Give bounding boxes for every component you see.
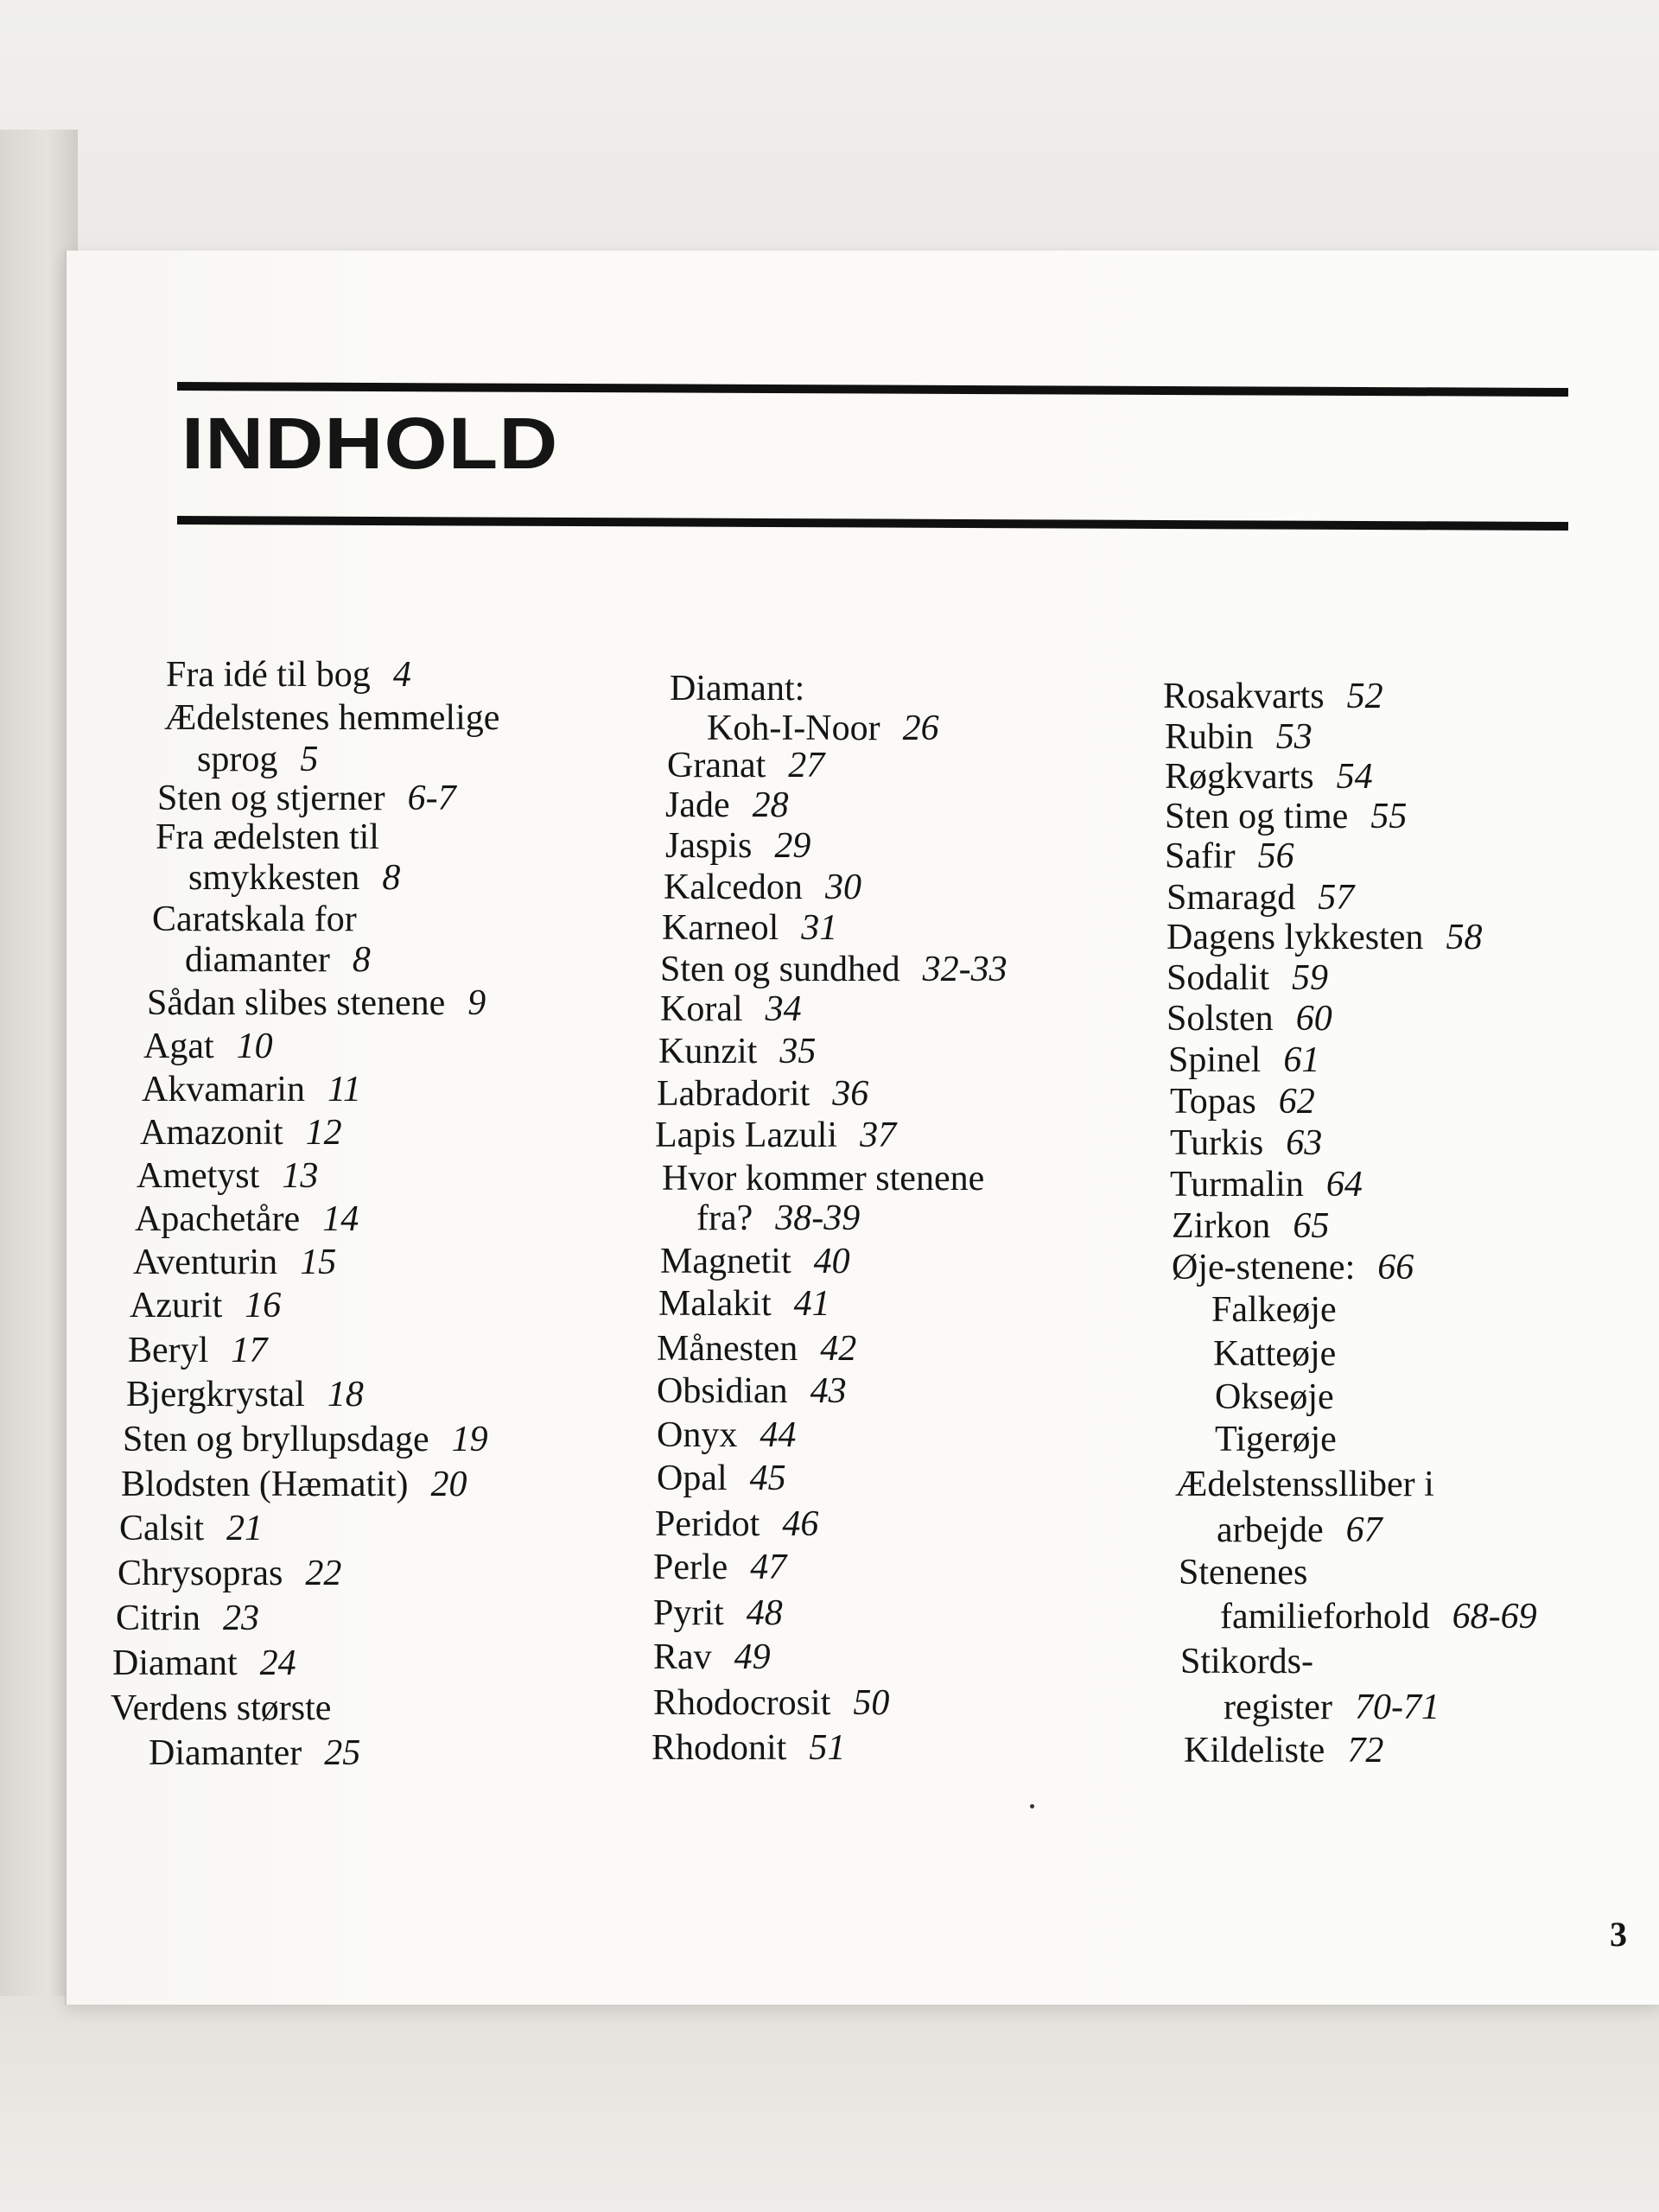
toc-entry-title: Sten og stjerner (157, 779, 385, 818)
toc-entry-title: Stikords- (1180, 1642, 1314, 1681)
toc-entry (658, 1286, 830, 1322)
toc-entry-page: 55 (1370, 797, 1408, 836)
toc-entry-title: Opal (657, 1459, 728, 1498)
toc-entry-page: 68-69 (1452, 1597, 1537, 1637)
toc-entry-page: 35 (779, 1032, 817, 1071)
toc-entry (130, 1287, 281, 1324)
toc-entry (1170, 1084, 1315, 1120)
toc-entry-page: 21 (226, 1509, 264, 1548)
toc-entry (1163, 678, 1383, 715)
toc-entry-title: Jade (665, 785, 730, 825)
toc-entry-title: fra? (696, 1198, 753, 1238)
toc-entry-title: arbejde (1217, 1510, 1324, 1550)
toc-entry (156, 819, 379, 855)
toc-entry-title: Malakit (658, 1284, 772, 1324)
toc-entry (660, 951, 1007, 988)
toc-entry-title: Caratskala for (152, 899, 357, 939)
toc-entry-title: Chrysopras (118, 1554, 283, 1593)
toc-entry-title: Citrin (116, 1599, 201, 1638)
toc-entry (1170, 1125, 1322, 1161)
toc-entry (121, 1466, 467, 1503)
toc-entry-page: 11 (327, 1070, 361, 1109)
toc-entry-title: Topas (1170, 1082, 1256, 1122)
toc-entry (1165, 719, 1313, 755)
toc-entry-title: Apachetåre (135, 1199, 301, 1239)
page-number: 3 (1610, 1915, 1627, 1954)
toc-entry-page: 56 (1257, 836, 1294, 876)
toc-entry-title: Sten og bryllupsdage (123, 1420, 429, 1459)
toc-entry (149, 1735, 360, 1771)
toc-entry (1166, 919, 1482, 956)
toc-entry-title: Safir (1165, 836, 1236, 876)
toc-entry-title: Falkeøje (1211, 1290, 1337, 1330)
toc-entry-title: Ædelstenes hemmelige (164, 698, 500, 738)
toc-entry-title: Agat (143, 1027, 214, 1066)
toc-entry (657, 1417, 796, 1453)
toc-entry-page: 57 (1318, 878, 1355, 918)
toc-entry (662, 1160, 984, 1197)
toc-entry-page: 54 (1336, 757, 1373, 797)
toc-entry (1180, 1643, 1313, 1680)
toc-entry-title: Tigerøje (1215, 1420, 1337, 1459)
toc-entry (653, 1595, 783, 1631)
toc-entry-page: 64 (1325, 1165, 1363, 1205)
toc-entry (1165, 798, 1407, 835)
toc-entry-page: 59 (1292, 958, 1329, 998)
toc-entry (1224, 1689, 1440, 1726)
toc-entry-page: 58 (1446, 918, 1483, 957)
toc-entry-title: Dagens lykkesten (1166, 918, 1424, 957)
toc-entry-title: Solsten (1166, 999, 1274, 1039)
toc-entry (655, 1117, 896, 1154)
toc-entry-title: familieforhold (1220, 1597, 1430, 1637)
toc-entry-page: 24 (259, 1643, 296, 1683)
toc-entry-page: 47 (750, 1548, 787, 1587)
toc-entry-page: 10 (236, 1027, 273, 1066)
toc-entry (1166, 960, 1328, 996)
toc-entry-title: Hvor kommer stenene (662, 1159, 985, 1198)
toc-entry-title: Onyx (657, 1415, 738, 1455)
toc-entry-page: 72 (1347, 1731, 1384, 1770)
toc-entry-title: Sten og sundhed (660, 950, 900, 989)
toc-entry-page: 46 (782, 1504, 819, 1544)
toc-entry-page: 32-33 (922, 950, 1007, 989)
toc-entry-page: 63 (1286, 1123, 1323, 1163)
toc-entry (652, 1730, 845, 1766)
toc-entry-page: 49 (734, 1637, 771, 1677)
toc-entry-title: Rubin (1165, 717, 1254, 757)
toc-entry (1220, 1599, 1537, 1635)
toc-entry (1166, 1001, 1332, 1037)
toc-entry-title: Turkis (1170, 1123, 1264, 1163)
toc-entry-title: Lapis Lazuli (655, 1116, 838, 1155)
toc-entry (653, 1685, 889, 1721)
toc-entry-page: 5 (300, 740, 319, 779)
toc-entry (653, 1549, 786, 1586)
toc-entry (662, 910, 837, 946)
toc-entry (707, 710, 939, 747)
toc-entry-page: 4 (392, 655, 411, 695)
toc-entry-page: 36 (832, 1074, 869, 1114)
print-speck (1030, 1804, 1034, 1808)
toc-entry (1175, 1466, 1434, 1503)
toc-entry (657, 1076, 868, 1112)
toc-entry-title: Calsit (119, 1509, 205, 1548)
toc-entry-title: Beryl (128, 1331, 209, 1370)
toc-entry-page: 38-39 (775, 1198, 861, 1238)
toc-entry (1172, 1249, 1414, 1286)
toc-entry (1184, 1732, 1383, 1769)
toc-entry-title: Diamanter (149, 1733, 302, 1773)
toc-entry (164, 700, 499, 736)
toc-entry-title: Obsidian (657, 1371, 788, 1411)
toc-entry-page: 16 (245, 1286, 282, 1325)
toc-entry-page: 48 (746, 1593, 783, 1633)
toc-entry-title: Rosakvarts (1163, 677, 1325, 716)
toc-entry-title: Rhodonit (652, 1728, 787, 1768)
toc-entry (1165, 838, 1294, 874)
toc-entry-title: Verdens største (111, 1688, 332, 1728)
toc-entry (667, 747, 824, 784)
toc-entry (118, 1555, 341, 1592)
toc-entry (1172, 1208, 1329, 1244)
toc-entry-page: 13 (282, 1156, 319, 1196)
toc-entry-title: Sådan slibes stenene (147, 983, 446, 1023)
toc-entry-page: 15 (300, 1243, 337, 1282)
toc-entry-title: Labradorit (657, 1074, 810, 1114)
toc-entry-page: 53 (1275, 717, 1313, 757)
toc-entry (657, 1460, 786, 1497)
toc-entry-title: Bjergkrystal (126, 1375, 305, 1414)
toc-entry (157, 780, 456, 817)
toc-entry-page: 62 (1278, 1082, 1315, 1122)
toc-entry (166, 657, 411, 693)
toc-entry-page: 30 (824, 868, 861, 907)
toc-entry-page: 23 (223, 1599, 260, 1638)
toc-entry-page: 27 (788, 746, 825, 785)
toc-entry-page: 43 (810, 1371, 847, 1411)
toc-entry-title: register (1224, 1688, 1332, 1727)
toc-entry-title: Koral (660, 989, 743, 1029)
toc-entry-page: 8 (382, 858, 401, 898)
toc-entry-title: smykkesten (188, 858, 360, 898)
toc-entry-page: 40 (813, 1242, 850, 1281)
toc-entry (1165, 759, 1373, 795)
toc-entry (111, 1690, 331, 1726)
toc-entry-title: Zirkon (1172, 1206, 1271, 1246)
toc-entry-page: 29 (774, 826, 811, 866)
toc-entry-title: Magnetit (660, 1242, 791, 1281)
toc-entry-page: 37 (860, 1116, 897, 1155)
toc-entry-page: 45 (749, 1459, 786, 1498)
toc-entry-title: Rhodocrosit (653, 1683, 831, 1723)
toc-entry-page: 70-71 (1354, 1688, 1440, 1727)
toc-entry-title: Ametyst (137, 1156, 260, 1196)
toc-entry (665, 787, 789, 823)
toc-entry (657, 1331, 856, 1367)
toc-entry-title: Fra ædelsten til (156, 817, 379, 857)
toc-entry (119, 1510, 263, 1547)
toc-entry-title: Stenenes (1179, 1553, 1308, 1592)
toc-entry-title: Granat (667, 746, 766, 785)
toc-entry-title: diamanter (185, 940, 330, 980)
toc-entry (126, 1376, 364, 1413)
toc-entry (665, 828, 810, 864)
toc-entry-page: 67 (1345, 1510, 1382, 1550)
toc-entry-page: 65 (1293, 1206, 1330, 1246)
toc-entry-page: 60 (1295, 999, 1332, 1039)
toc-entry (116, 1600, 259, 1637)
toc-entry-title: Fra idé til bog (166, 655, 371, 695)
toc-entry (112, 1645, 296, 1681)
toc-entry-page: 34 (765, 989, 802, 1029)
toc-entry-page: 31 (801, 908, 838, 948)
toc-entry (1170, 1166, 1363, 1203)
toc-entry (1179, 1554, 1307, 1591)
toc-entry (660, 1243, 850, 1280)
toc-entry-page: 22 (305, 1554, 342, 1593)
toc-entry (188, 860, 400, 896)
toc-entry (655, 1506, 818, 1542)
toc-entry-title: Spinel (1168, 1040, 1262, 1080)
toc-entry-title: Rav (653, 1637, 712, 1677)
toc-entry (143, 1028, 273, 1065)
toc-entry-title: Diamant (112, 1643, 238, 1683)
toc-entry-page: 12 (305, 1113, 342, 1153)
toc-entry (670, 671, 804, 707)
toc-entry (653, 1639, 771, 1675)
toc-entry (1166, 880, 1354, 916)
toc-entry-title: Kildeliste (1184, 1731, 1325, 1770)
toc-entry-page: 17 (231, 1331, 268, 1370)
toc-entry-title: Koh-I-Noor (707, 709, 880, 748)
toc-entry (152, 901, 357, 938)
toc-entry (185, 942, 371, 978)
page-title: INDHOLD (181, 403, 559, 484)
toc-entry (660, 991, 802, 1027)
toc-entry-title: Katteøje (1213, 1334, 1337, 1374)
toc-entry (147, 985, 486, 1021)
toc-entry-title: Karneol (662, 908, 779, 948)
toc-entry (123, 1421, 488, 1458)
toc-entry-page: 20 (430, 1465, 467, 1504)
toc-entry-title: Sten og time (1165, 797, 1349, 836)
toc-entry-page: 44 (760, 1415, 797, 1455)
toc-entry-title: Kalcedon (664, 868, 803, 907)
toc-entry (696, 1200, 860, 1236)
toc-entry-title: Røgkvarts (1165, 757, 1314, 797)
toc-entry-page: 28 (752, 785, 789, 825)
toc-entry (658, 1033, 816, 1070)
toc-entry-page: 9 (467, 983, 486, 1023)
toc-entry-title: Sodalit (1166, 958, 1270, 998)
toc-entry-page: 18 (327, 1375, 364, 1414)
toc-entry (1213, 1336, 1336, 1372)
toc-entry (1217, 1512, 1382, 1548)
toc-entry-page: 8 (352, 940, 371, 980)
toc-entry-title: Kunzit (658, 1032, 758, 1071)
toc-entry (1215, 1379, 1334, 1415)
toc-entry-title: Smaragd (1166, 878, 1296, 918)
toc-entry (1211, 1292, 1337, 1328)
toc-entry-title: Akvamarin (142, 1070, 305, 1109)
toc-entry-title: Turmalin (1170, 1165, 1304, 1205)
toc-entry-title: Okseøje (1215, 1377, 1334, 1417)
toc-entry (142, 1071, 361, 1108)
toc-entry-title: Blodsten (Hæmatit) (121, 1465, 409, 1504)
toc-entry-title: Ædelstensslliber i (1175, 1465, 1434, 1504)
toc-entry-page: 51 (809, 1728, 846, 1768)
toc-entry-title: Azurit (130, 1286, 223, 1325)
toc-entry-title: Månesten (657, 1329, 798, 1369)
toc-entry (133, 1244, 336, 1281)
toc-entry-title: Øje-stenene: (1172, 1248, 1356, 1287)
toc-entry (137, 1158, 318, 1194)
toc-entry-page: 50 (853, 1683, 890, 1723)
toc-entry (197, 741, 318, 778)
toc-entry-page: 26 (902, 709, 939, 748)
toc-entry (140, 1115, 342, 1151)
toc-entry-title: Jaspis (665, 826, 753, 866)
toc-entry-title: Perle (653, 1548, 728, 1587)
toc-entry (657, 1373, 847, 1409)
toc-entry-page: 25 (324, 1733, 361, 1773)
toc-entry-title: Pyrit (653, 1593, 724, 1633)
toc-entry-page: 61 (1283, 1040, 1320, 1080)
toc-entry (128, 1332, 267, 1369)
toc-entry-title: Aventurin (133, 1243, 278, 1282)
toc-entry (664, 869, 861, 906)
toc-entry-page: 66 (1377, 1248, 1414, 1287)
toc-entry-title: Amazonit (140, 1113, 283, 1153)
toc-entry (1168, 1042, 1319, 1078)
toc-entry-page: 14 (322, 1199, 359, 1239)
toc-entry-page: 41 (793, 1284, 830, 1324)
toc-entry-title: Diamant: (670, 669, 805, 709)
toc-entry-page: 42 (820, 1329, 857, 1369)
toc-entry (1215, 1421, 1337, 1458)
toc-entry-page: 52 (1346, 677, 1383, 716)
toc-entry (135, 1201, 359, 1237)
toc-entry-page: 6-7 (407, 779, 456, 818)
toc-entry-page: 19 (451, 1420, 488, 1459)
toc-entry-title: Peridot (655, 1504, 760, 1544)
toc-entry-title: sprog (197, 740, 278, 779)
